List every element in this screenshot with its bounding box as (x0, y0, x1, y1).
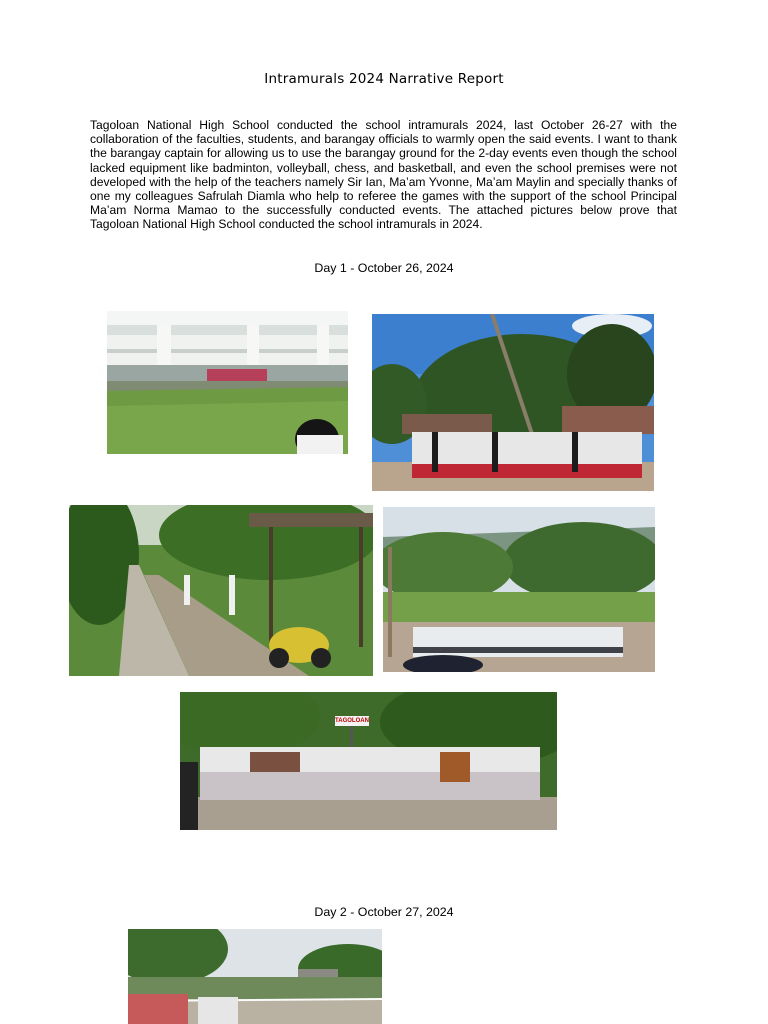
school-building-photo (107, 311, 348, 454)
tagoloan-sign-text: TAGOLOAN (335, 718, 369, 724)
day1-heading: Day 1 - October 26, 2024 (314, 261, 454, 275)
day2-heading: Day 2 - October 27, 2024 (314, 905, 454, 919)
students-group-under-trees-photo (372, 314, 654, 491)
narrative-paragraph: Tagoloan National High School conducted the school intramurals 2024, last October 26-27 with the collaboration of the faculties, students, and barangay officials to warmly open the said events. I want to thank the barangay captain for allowing us to use the barangay ground for the 2-day events even though the school lacked equipment like badminton, volleyball, chess, and basketball, and even the school premises were not developed with the help of the teachers namely Sir Ian, Ma’am Yvonne, Ma’am Maylin and specially thanks of one my colleagues Safrulah Diamla who help to referee the games with the support of the school Principal Ma’am Norma Mamao to the successfully conducted events. The attached pictures below prove that Tagoloan National High School conducted the school intramurals in 2024. (90, 118, 677, 232)
volleyball-court-photo (128, 929, 382, 1024)
report-title: Intramurals 2024 Narrative Report (264, 71, 504, 87)
road-walkers-photo (69, 505, 373, 676)
large-group-photo (180, 692, 557, 830)
field-activity-photo (383, 507, 655, 672)
